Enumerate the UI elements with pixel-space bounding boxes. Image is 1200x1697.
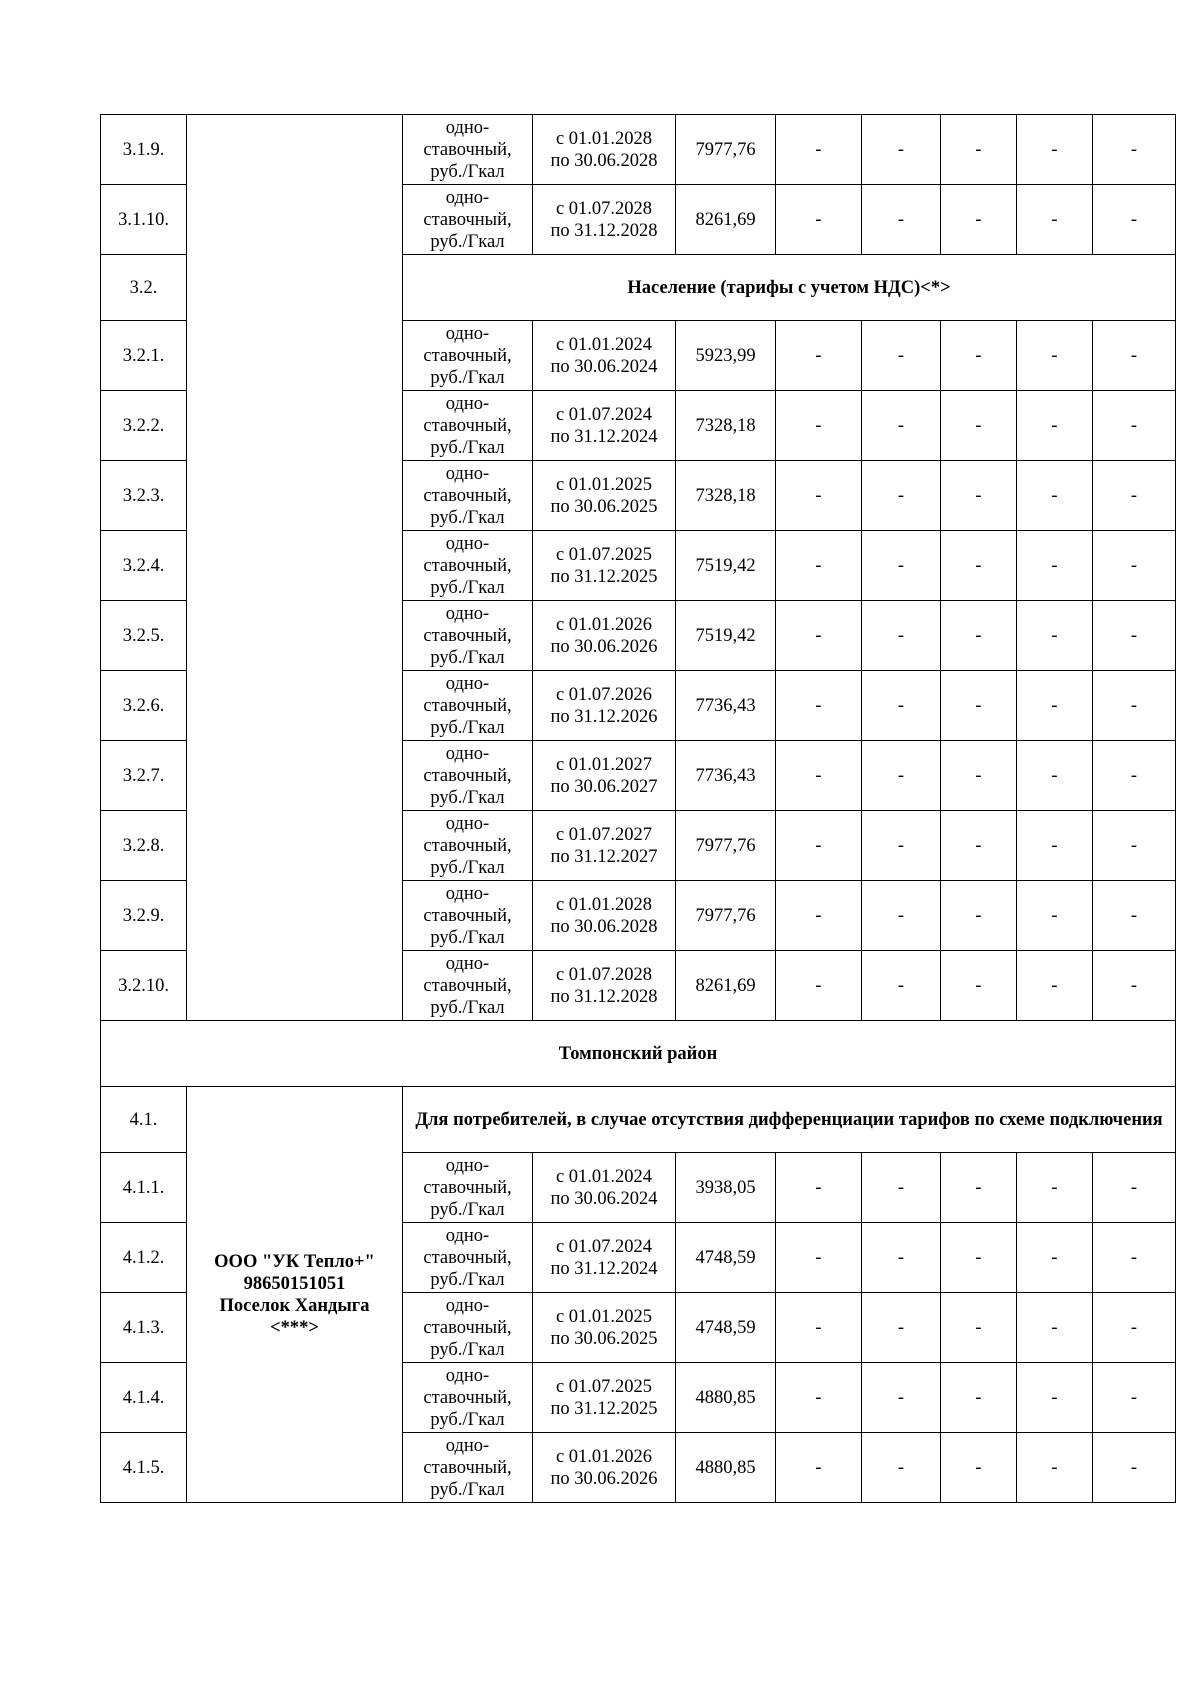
empty-value-dash: - [1017,951,1093,1021]
period-end: по 30.06.2026 [550,636,658,657]
tariff-type: одно-ставочный, руб./Гкал [403,951,533,1021]
empty-value-dash: - [776,185,862,255]
empty-value-dash: - [941,461,1017,531]
period-end: по 30.06.2028 [550,150,658,171]
period-start: с 01.01.2024 [555,1166,653,1187]
empty-value-dash: - [941,1433,1017,1503]
period-start: с 01.01.2024 [555,334,653,355]
empty-value-dash: - [776,1293,862,1363]
period-end: по 31.12.2028 [550,220,658,241]
tariff-type: одно-ставочный, руб./Гкал [403,1293,533,1363]
tariff-type: одно-ставочный, руб./Гкал [403,321,533,391]
empty-value-dash: - [776,1363,862,1433]
empty-value-dash: - [941,391,1017,461]
empty-value-dash: - [941,601,1017,671]
empty-value-dash: - [1093,1223,1176,1293]
empty-value-dash: - [862,321,941,391]
empty-value-dash: - [1017,601,1093,671]
empty-value-dash: - [1093,1433,1176,1503]
organization-cell [187,115,403,1021]
period-end: по 31.12.2024 [550,426,658,447]
empty-value-dash: - [941,185,1017,255]
tariff-period [533,671,676,741]
empty-value-dash: - [862,1153,941,1223]
period-start: с 01.01.2028 [555,128,653,149]
empty-value-dash: - [1093,671,1176,741]
empty-value-dash: - [1017,115,1093,185]
tariff-value: 7328,18 [676,391,776,461]
tariff-value: 3938,05 [676,1153,776,1223]
empty-value-dash: - [776,391,862,461]
empty-value-dash: - [1017,1363,1093,1433]
tariff-type: одно-ставочный, руб./Гкал [403,531,533,601]
tariff-type: одно-ставочный, руб./Гкал [403,811,533,881]
empty-value-dash: - [776,461,862,531]
tariff-type: одно-ставочный, руб./Гкал [403,881,533,951]
row-number: 4.1.2. [101,1223,187,1293]
empty-value-dash: - [776,671,862,741]
tariff-period [533,1293,676,1363]
empty-value-dash: - [1017,1223,1093,1293]
empty-value-dash: - [1017,741,1093,811]
tariff-period [533,531,676,601]
empty-value-dash: - [1093,601,1176,671]
tariff-type: одно-ставочный, руб./Гкал [403,115,533,185]
district-name: Томпонский район [101,1021,1176,1087]
tariff-value: 7519,42 [676,531,776,601]
row-number: 3.1.10. [101,185,187,255]
empty-value-dash: - [1093,321,1176,391]
empty-value-dash: - [776,881,862,951]
empty-value-dash: - [1093,741,1176,811]
empty-value-dash: - [1093,1153,1176,1223]
tariff-period [533,881,676,951]
period-start: с 01.01.2028 [555,894,653,915]
empty-value-dash: - [1017,881,1093,951]
empty-value-dash: - [776,951,862,1021]
tariff-period [533,1363,676,1433]
empty-value-dash: - [1093,391,1176,461]
organization-cell [187,1087,403,1503]
tariff-value: 8261,69 [676,951,776,1021]
tariff-type: одно-ставочный, руб./Гкал [403,1363,533,1433]
row-number: 4.1.3. [101,1293,187,1363]
period-start: с 01.07.2025 [555,544,653,565]
tariff-period [533,1433,676,1503]
period-start: с 01.07.2024 [555,1236,653,1257]
period-start: с 01.07.2026 [555,684,653,705]
organization-note: <***> [270,1317,319,1338]
period-start: с 01.01.2025 [555,1306,653,1327]
tariff-table [100,114,1176,1503]
row-number: 4.1.4. [101,1363,187,1433]
empty-value-dash: - [1017,1153,1093,1223]
period-end: по 31.12.2028 [550,986,658,1007]
empty-value-dash: - [776,1223,862,1293]
tariff-period [533,321,676,391]
empty-value-dash: - [941,951,1017,1021]
empty-value-dash: - [776,601,862,671]
period-start: с 01.07.2025 [555,1376,653,1397]
section-title: Население (тарифы с учетом НДС)<*> [403,255,1176,321]
empty-value-dash: - [941,671,1017,741]
period-end: по 30.06.2028 [550,916,658,937]
empty-value-dash: - [862,1433,941,1503]
empty-value-dash: - [776,1433,862,1503]
empty-value-dash: - [941,321,1017,391]
period-start: с 01.01.2026 [555,614,653,635]
tariff-value: 7977,76 [676,811,776,881]
section-number: 3.2. [101,255,187,321]
tariff-type: одно-ставочный, руб./Гкал [403,1433,533,1503]
empty-value-dash: - [776,321,862,391]
empty-value-dash: - [941,1223,1017,1293]
row-number: 3.2.2. [101,391,187,461]
row-number: 3.2.7. [101,741,187,811]
period-start: с 01.01.2027 [555,754,653,775]
empty-value-dash: - [1093,185,1176,255]
row-number: 4.1.5. [101,1433,187,1503]
period-start: с 01.07.2028 [555,964,653,985]
empty-value-dash: - [1017,1293,1093,1363]
tariff-type: одно-ставочный, руб./Гкал [403,741,533,811]
empty-value-dash: - [776,741,862,811]
empty-value-dash: - [1093,461,1176,531]
row-number: 3.2.9. [101,881,187,951]
tariff-period [533,1153,676,1223]
empty-value-dash: - [862,741,941,811]
empty-value-dash: - [776,1153,862,1223]
row-number: 3.2.10. [101,951,187,1021]
empty-value-dash: - [862,811,941,881]
tariff-value: 7736,43 [676,671,776,741]
empty-value-dash: - [1093,1363,1176,1433]
row-number: 3.2.6. [101,671,187,741]
tariff-type: одно-ставочный, руб./Гкал [403,391,533,461]
tariff-value: 4880,85 [676,1363,776,1433]
empty-value-dash: - [862,391,941,461]
empty-value-dash: - [941,531,1017,601]
empty-value-dash: - [1017,461,1093,531]
period-start: с 01.01.2026 [555,1446,653,1467]
empty-value-dash: - [1093,951,1176,1021]
tariff-type: одно-ставочный, руб./Гкал [403,461,533,531]
empty-value-dash: - [941,1153,1017,1223]
empty-value-dash: - [862,1223,941,1293]
row-number: 4.1.1. [101,1153,187,1223]
tariff-type: одно-ставочный, руб./Гкал [403,1153,533,1223]
empty-value-dash: - [1093,881,1176,951]
empty-value-dash: - [941,881,1017,951]
empty-value-dash: - [862,1363,941,1433]
empty-value-dash: - [941,1363,1017,1433]
empty-value-dash: - [941,741,1017,811]
tariff-value: 8261,69 [676,185,776,255]
empty-value-dash: - [862,1293,941,1363]
empty-value-dash: - [1017,185,1093,255]
organization-name: ООО "УК Тепло+" [214,1251,375,1272]
period-end: по 31.12.2027 [550,846,658,867]
period-end: по 31.12.2024 [550,1258,658,1279]
empty-value-dash: - [862,115,941,185]
empty-value-dash: - [776,811,862,881]
row-number: 3.2.8. [101,811,187,881]
empty-value-dash: - [1017,391,1093,461]
tariff-period [533,391,676,461]
empty-value-dash: - [1017,1433,1093,1503]
tariff-value: 5923,99 [676,321,776,391]
tariff-period [533,601,676,671]
empty-value-dash: - [776,531,862,601]
tariff-type: одно-ставочный, руб./Гкал [403,185,533,255]
empty-value-dash: - [862,601,941,671]
row-number: 3.2.1. [101,321,187,391]
period-start: с 01.07.2027 [555,824,653,845]
empty-value-dash: - [862,671,941,741]
empty-value-dash: - [1017,321,1093,391]
empty-value-dash: - [941,115,1017,185]
empty-value-dash: - [1093,531,1176,601]
empty-value-dash: - [1017,531,1093,601]
tariff-type: одно-ставочный, руб./Гкал [403,671,533,741]
empty-value-dash: - [862,881,941,951]
tariff-type: одно-ставочный, руб./Гкал [403,1223,533,1293]
row-number: 3.2.4. [101,531,187,601]
period-end: по 30.06.2025 [550,1328,658,1349]
period-start: с 01.07.2028 [555,198,653,219]
tariff-period [533,461,676,531]
tariff-table-body [101,115,1176,1503]
empty-value-dash: - [862,531,941,601]
empty-value-dash: - [862,461,941,531]
row-number: 3.2.3. [101,461,187,531]
empty-value-dash: - [1093,1293,1176,1363]
tariff-value: 7977,76 [676,115,776,185]
tariff-value: 7736,43 [676,741,776,811]
empty-value-dash: - [1093,115,1176,185]
tariff-type: одно-ставочный, руб./Гкал [403,601,533,671]
row-number: 3.1.9. [101,115,187,185]
empty-value-dash: - [862,185,941,255]
period-end: по 31.12.2025 [550,1398,658,1419]
period-end: по 30.06.2025 [550,496,658,517]
organization-inn: 98650151051 [243,1273,346,1294]
organization-location: Поселок Хандыга [219,1295,370,1316]
period-end: по 30.06.2024 [550,1188,658,1209]
empty-value-dash: - [1017,671,1093,741]
empty-value-dash: - [1093,811,1176,881]
period-end: по 30.06.2024 [550,356,658,377]
tariff-value: 4880,85 [676,1433,776,1503]
district-row [101,1021,1176,1087]
empty-value-dash: - [941,1293,1017,1363]
tariff-value: 7328,18 [676,461,776,531]
section-header-row [101,1087,1176,1153]
empty-value-dash: - [862,951,941,1021]
empty-value-dash: - [941,811,1017,881]
period-end: по 30.06.2026 [550,1468,658,1489]
tariff-value: 4748,59 [676,1293,776,1363]
period-start: с 01.07.2024 [555,404,653,425]
tariff-value: 7519,42 [676,601,776,671]
empty-value-dash: - [776,115,862,185]
tariff-period [533,741,676,811]
period-start: с 01.01.2025 [555,474,653,495]
section-title: Для потребителей, в случае отсутствия дифференциации тарифов по схеме подключения [403,1087,1176,1153]
tariff-value: 4748,59 [676,1223,776,1293]
tariff-period [533,1223,676,1293]
period-end: по 31.12.2025 [550,566,658,587]
tariff-period [533,951,676,1021]
tariff-value: 7977,76 [676,881,776,951]
period-end: по 30.06.2027 [550,776,658,797]
empty-value-dash: - [1017,811,1093,881]
tariff-period [533,811,676,881]
section-number: 4.1. [101,1087,187,1153]
tariff-period [533,185,676,255]
tariff-period [533,115,676,185]
period-end: по 31.12.2026 [550,706,658,727]
row-number: 3.2.5. [101,601,187,671]
table-row [101,115,1176,185]
